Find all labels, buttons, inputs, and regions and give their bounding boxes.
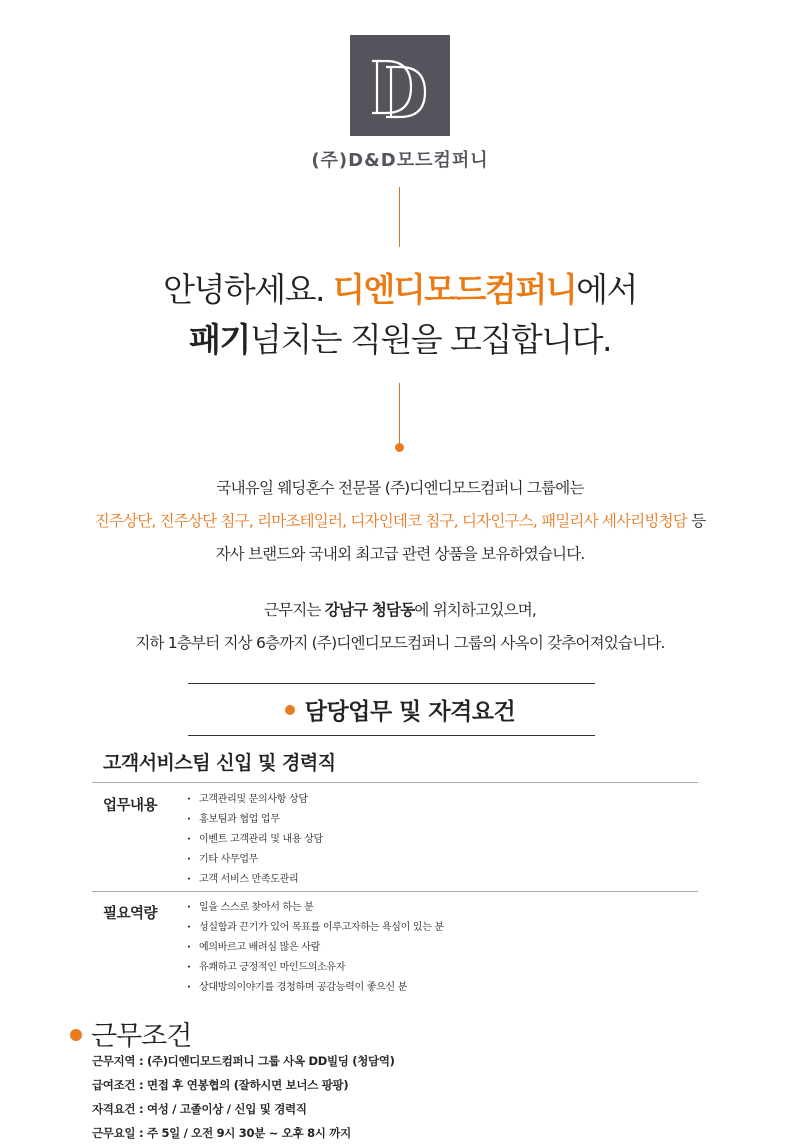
company-logo: [350, 35, 450, 136]
location-paragraph: [0, 594, 800, 660]
condition-item: 근무지역 : (주)디엔디모드컴퍼니 그룹 사옥 DD빌딩 (청담역): [92, 1054, 395, 1068]
list-item: · 예의바르고 배려심 많은 사람: [187, 938, 444, 958]
headline-rest: 넘치는 직원을 모집합니다.: [249, 320, 611, 359]
duties-title-text: 담당업무 및 자격요건: [304, 699, 516, 725]
headline-line-1: [0, 268, 800, 312]
headline-suffix: 에서: [576, 270, 637, 309]
condition-item: 자격요건 : 여성 / 고졸이상 / 신입 및 경력직: [92, 1102, 307, 1116]
section-rule-bottom: [188, 735, 595, 736]
intro-line-2: [0, 505, 800, 538]
condition-item: 근무요일 : 주 5일 / 오전 9시 30분 ~ 오후 8시 까지: [92, 1126, 351, 1140]
intro-line-3: 자사 브랜드와 국내외 최고급 관련 상품을 보유하였습니다.: [215, 545, 585, 563]
headline-brand: 디엔디모드컴퍼니: [333, 270, 577, 309]
work-list: [187, 790, 323, 890]
intro-paragraph: [0, 472, 800, 571]
brand-list: 진주상단, 진주상단 침구, 리마조테일러, 디자인데코 침구, 디자인구스, 패밀리사 세사리빙청담: [94, 512, 687, 530]
intro-line-1: 국내유일 웨딩혼수 전문몰 (주)디엔디모드컴퍼니 그룹에는: [216, 479, 584, 497]
headline-greeting: 안녕하세요.: [163, 270, 325, 309]
list-item: · 일을 스스로 찾아서 하는 분: [187, 898, 444, 918]
section-rule-top: [188, 683, 595, 684]
condition-item: 급여조건 : 면접 후 연봉협의 (잘하시면 보너스 팡팡): [92, 1078, 349, 1092]
list-item: · 홍보팀과 협업 업무: [187, 810, 323, 830]
list-item: · 고객관리및 문의사항 상담: [187, 790, 323, 810]
skills-list: [187, 898, 444, 998]
list-item: · 이벤트 고객관리 및 내용 상담: [187, 830, 323, 850]
location-bold: 강남구 청담동: [324, 601, 415, 619]
location-post: 에 위치하고있으며,: [414, 601, 537, 619]
conditions-title: [70, 1014, 191, 1053]
duties-section-title: [0, 693, 800, 726]
brand-list-suffix: 등: [686, 512, 706, 530]
list-item: · 고객 서비스 만족도관리: [187, 870, 323, 890]
headline-emphasis: 패기: [189, 320, 250, 359]
list-item: · 성실함과 끈기가 있어 목표를 이루고자하는 욕심이 있는 분: [187, 918, 444, 938]
location-line-1: [0, 594, 800, 627]
divider-line-top: [399, 187, 400, 247]
conditions-title-text: 근무조건: [91, 1021, 192, 1052]
location-pre: 근무지는: [263, 601, 325, 619]
work-divider: [92, 891, 698, 892]
list-item: · 상대방의이야기를 경청하며 공감능력이 좋으신 분: [187, 978, 444, 998]
list-item: · 유쾌하고 긍정적인 마인드의소유자: [187, 958, 444, 978]
divider-line-middle: [399, 383, 400, 445]
work-label: 업무내용: [103, 798, 158, 814]
list-item: · 기타 사무업무: [187, 850, 323, 870]
location-line-2: 지하 1층부터 지상 6층까지 (주)디엔디모드컴퍼니 그룹의 사옥이 갖추어져있습니다.: [135, 634, 665, 652]
conditions-bullet-icon: [70, 1029, 82, 1041]
company-name: (주)D&D모드컴퍼니: [311, 150, 489, 171]
dd-monogram-icon: [350, 35, 450, 136]
skills-label: 필요역량: [103, 906, 158, 922]
headline-line-2: [0, 318, 800, 362]
team-title: 고객서비스팀 신입 및 경력직: [103, 752, 336, 774]
divider-dot: [395, 443, 404, 452]
section-bullet-icon: [285, 705, 295, 715]
team-divider: [92, 782, 698, 783]
